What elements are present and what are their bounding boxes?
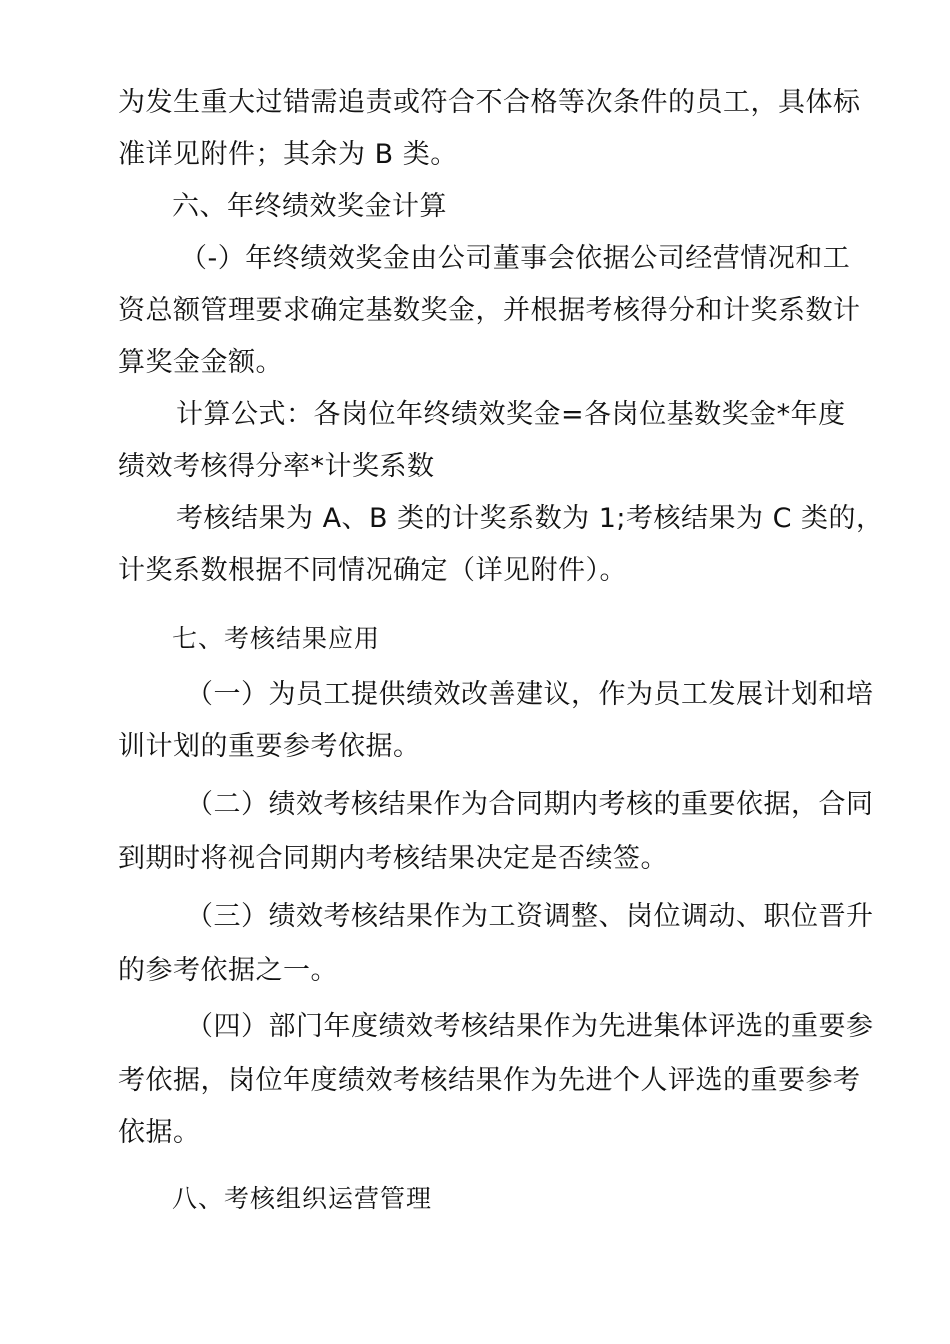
formula-line: 计算公式：各岗位年终绩效奖金=各岗位基数奖金*年度 (176, 399, 846, 430)
section-heading-7: 七、考核结果应用 (172, 624, 381, 653)
paragraph-line: 算奖金金额。 (118, 347, 283, 378)
paragraph-line: 考依据，岗位年度绩效考核结果作为先进个人评选的重要参考 (118, 1065, 861, 1096)
paragraph-line: （一）为员工提供绩效改善建议，作为员工发展计划和培 (186, 679, 874, 710)
paragraph-line: （二）绩效考核结果作为合同期内考核的重要依据，合同 (186, 789, 874, 820)
paragraph-line: 资总额管理要求确定基数奖金，并根据考核得分和计奖系数计 (118, 295, 861, 326)
paragraph-line: 计奖系数根据不同情况确定（详见附件）。 (118, 555, 627, 586)
paragraph-line: 到期时将视合同期内考核结果决定是否续签。 (118, 843, 668, 874)
formula-line: 绩效考核得分率*计奖系数 (118, 451, 435, 482)
section-heading-8: 八、考核组织运营管理 (172, 1184, 433, 1213)
paragraph-line: （-）年终绩效奖金由公司董事会依据公司经营情况和工 (180, 243, 851, 274)
paragraph-line: 的参考依据之一。 (118, 955, 338, 986)
paragraph-line: 考核结果为 A、B 类的计奖系数为 1;考核结果为 C 类的， (176, 503, 884, 534)
section-heading-6: 六、年终绩效奖金计算 (172, 191, 447, 222)
paragraph-line: 训计划的重要参考依据。 (118, 731, 421, 762)
paragraph-line: 为发生重大过错需追责或符合不合格等次条件的员工，具体标 (118, 87, 861, 118)
paragraph-line: 准详见附件；其余为 B 类。 (118, 139, 458, 170)
paragraph-line: （三）绩效考核结果作为工资调整、岗位调动、职位晋升 (186, 901, 874, 932)
paragraph-line: 依据。 (118, 1117, 201, 1148)
paragraph-line: （四）部门年度绩效考核结果作为先进集体评选的重要参 (186, 1011, 874, 1042)
